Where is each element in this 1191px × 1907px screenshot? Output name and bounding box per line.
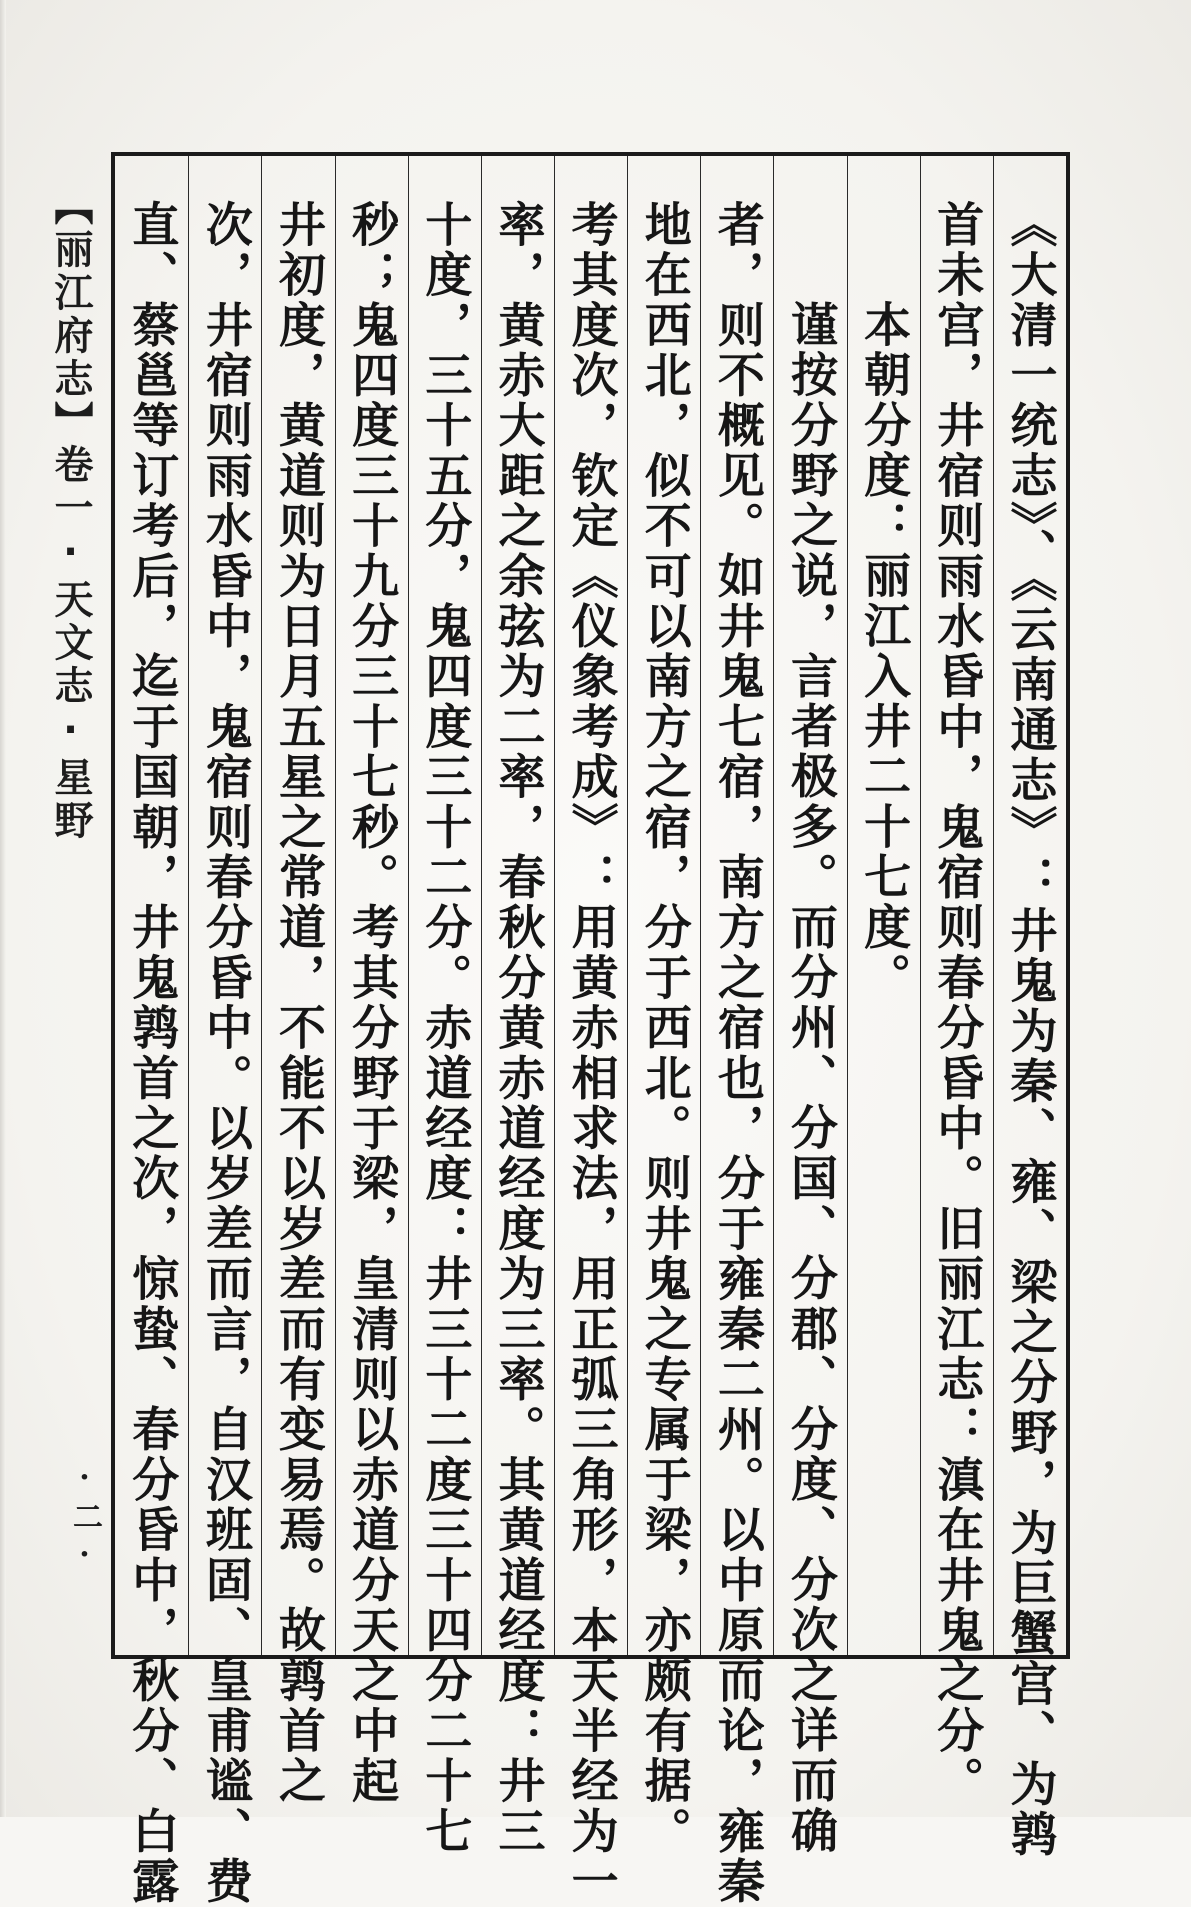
text-column-8 xyxy=(481,156,554,1857)
page-number: ·二· xyxy=(67,1460,102,1578)
column-text: 《大清一统志》、《云南通志》：井鬼为秦、雍、梁之分野，为巨蟹宫、为鹑 xyxy=(1002,200,1058,1860)
column-text: 考其度次，钦定《仪象考成》：用黄赤相求法，用正弧三角形，本天半经为一 xyxy=(563,200,619,1907)
text-column-11 xyxy=(261,156,334,1807)
text-column-6 xyxy=(627,156,700,1857)
column-text: 地在西北，似不可以南方之宿，分于西北。则井鬼之专属于梁，亦颇有据。 xyxy=(636,200,692,1857)
column-text: 谨按分野之说，言者极多。而分州、分国、分郡、分度、分次之详而确 xyxy=(783,300,839,1857)
text-column-10 xyxy=(335,156,408,1807)
column-text: 井初度，黄道则为日月五星之常道，不能不以岁差而有变易焉。故鹑首之 xyxy=(271,200,327,1807)
text-column-7 xyxy=(554,156,627,1907)
column-text: 者，则不概见。如井鬼七宿，南方之宿也，分于雍秦二州。以中原而论，雍秦 xyxy=(709,200,765,1907)
text-column-3 xyxy=(847,156,920,1655)
column-text: 秒；鬼四度三十九分三十七秒。考其分野于梁，皇清则以赤道分天之中起 xyxy=(344,200,400,1807)
column-text: 直、蔡邕等订考后，迄于国朝，井鬼鹑首之次，惊蛰、春分昏中，秋分、白露 xyxy=(124,200,180,1907)
text-column-1 xyxy=(993,156,1066,1860)
binding-gutter-shadow xyxy=(0,0,6,1817)
text-column-13 xyxy=(115,156,188,1907)
column-text: 十度，三十五分，鬼四度三十二分。赤道经度：井三十二度三十四分二十七 xyxy=(417,200,473,1857)
text-column-2 xyxy=(920,156,993,1807)
column-text: 次，井宿则雨水昏中，鬼宿则春分昏中。以岁差而言，自汉班固、皇甫谧、费 xyxy=(197,200,253,1907)
column-text: 首未宫，井宿则雨水昏中，鬼宿则春分昏中。旧丽江志：滇在井鬼之分。 xyxy=(929,200,985,1807)
column-text: 本朝分度：丽江入井二十七度。 xyxy=(856,300,912,1003)
running-title: 【丽江府志】卷一·天文志·星野 xyxy=(48,186,93,843)
text-column-12 xyxy=(188,156,261,1907)
text-frame xyxy=(111,152,1070,1907)
text-column-4 xyxy=(773,156,846,1857)
column-text: 率，黄赤大距之余弦为二率，春秋分黄赤道经度为三率。其黄道经度：井三 xyxy=(490,200,546,1857)
text-column-9 xyxy=(408,156,481,1857)
text-column-5 xyxy=(700,156,773,1907)
